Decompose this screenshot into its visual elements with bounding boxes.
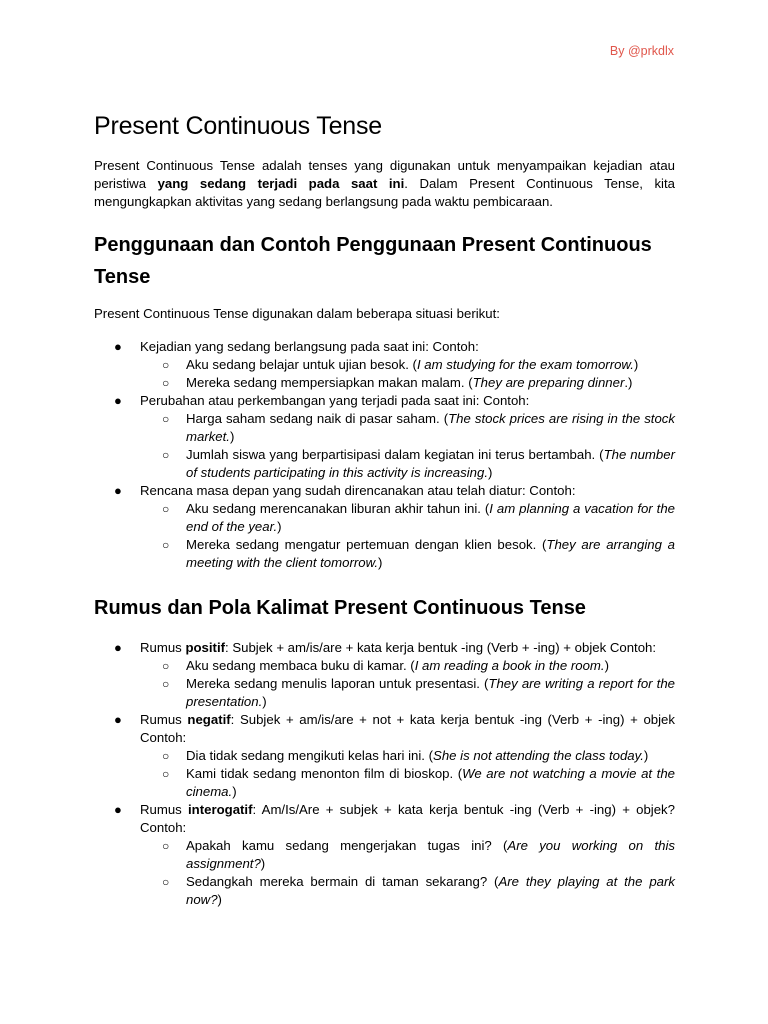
- formula-pattern: : Subjek + am/is/are + not + kata kerja bentuk -ing (Verb + -ing) + objek Contoh:: [140, 712, 675, 745]
- circle-bullet-icon: ○: [162, 412, 170, 426]
- example-id-text: Dia tidak sedang mengikuti kelas hari ini. (: [186, 748, 434, 763]
- example-id-text: Mereka sedang menulis laporan untuk presentasi. (: [186, 676, 489, 691]
- example-item: [140, 446, 675, 482]
- usage-list: [94, 338, 675, 572]
- example-en-text: We are not watching a movie at the cinema.: [186, 766, 675, 799]
- example-id-text: Mereka sedang mempersiapkan makan malam. (: [186, 375, 473, 390]
- example-item: [140, 747, 675, 765]
- example-en-text: They are writing a report for the presentation.: [186, 676, 675, 709]
- example-item: [140, 356, 675, 374]
- example-item: [140, 873, 675, 909]
- example-en-text: I am planning a vacation for the end of the year.: [186, 501, 675, 534]
- example-list: [140, 837, 675, 909]
- circle-bullet-icon: ○: [162, 376, 170, 390]
- example-item: [140, 500, 675, 536]
- example-en-text: I am studying for the exam tomorrow.: [416, 357, 634, 372]
- circle-bullet-icon: ○: [162, 839, 170, 853]
- example-en-text: Are you working on this assignment?: [186, 838, 675, 871]
- usage-lead: Present Continuous Tense digunakan dalam beberapa situasi berikut:: [94, 306, 500, 321]
- document-content: [94, 108, 675, 909]
- circle-bullet-icon: ○: [162, 677, 170, 691]
- example-end: .): [624, 375, 633, 390]
- example-id-text: Aku sedang membaca buku di kamar. (: [186, 658, 415, 673]
- bullet-icon: ●: [114, 640, 122, 655]
- formula-type: positif: [185, 640, 225, 655]
- example-end: ): [260, 856, 266, 871]
- example-en-text: I am reading a book in the room.: [414, 658, 605, 673]
- example-item: [140, 765, 675, 801]
- example-list: [140, 356, 675, 392]
- example-en-text: The stock prices are rising in the stock market.: [186, 411, 675, 444]
- example-en-text: They are arranging a meeting with the client tomorrow.: [186, 537, 675, 570]
- intro-bold-text: yang sedang terjadi pada saat ini: [157, 176, 405, 191]
- bullet-icon: ●: [114, 393, 122, 408]
- usage-item-text: Perubahan atau perkembangan yang terjadi pada saat ini: Contoh:: [140, 393, 530, 408]
- example-en-text: They are preparing dinner: [472, 375, 625, 390]
- usage-item: [94, 392, 675, 482]
- formula-list: [94, 639, 675, 909]
- example-en-text: She is not attending the class today.: [433, 748, 644, 763]
- example-item: [140, 837, 675, 873]
- formula-item: [94, 711, 675, 801]
- intro-text-2: . Dalam Present Continuous Tense, kita mengungkapkan aktivitas yang sedang berlangsung pada waktu pembicaraan.: [94, 176, 675, 209]
- formula-pattern: : Subjek + am/is/are + kata kerja bentuk -ing (Verb + -ing) + objek Contoh:: [225, 640, 657, 655]
- example-list: [140, 500, 675, 572]
- example-en-text: The number of students participating in this activity is increasing.: [186, 447, 675, 480]
- example-end: ): [378, 555, 383, 570]
- usage-item-text: Rencana masa depan yang sudah direncanakan atau telah diatur: Contoh:: [140, 483, 576, 498]
- example-list: [140, 747, 675, 801]
- formula-item: [94, 801, 675, 909]
- circle-bullet-icon: ○: [162, 358, 170, 372]
- example-item: [140, 374, 675, 392]
- example-end: ): [604, 658, 609, 673]
- example-end: ): [217, 892, 222, 907]
- example-en-text: Are they playing at the park now?: [186, 874, 675, 907]
- formula-text: [140, 801, 675, 837]
- example-item: [140, 536, 675, 572]
- circle-bullet-icon: ○: [162, 767, 170, 781]
- example-list: [140, 657, 675, 711]
- example-end: ): [229, 429, 235, 444]
- formula-item: [94, 639, 675, 711]
- bullet-icon: ●: [114, 339, 122, 354]
- bullet-icon: ●: [114, 712, 122, 727]
- circle-bullet-icon: ○: [162, 875, 170, 889]
- formula-type: interogatif: [188, 802, 253, 817]
- intro-paragraph: [94, 157, 675, 211]
- circle-bullet-icon: ○: [162, 502, 170, 516]
- usage-item: [94, 338, 675, 392]
- example-end: ): [262, 694, 267, 709]
- bullet-icon: ●: [114, 483, 122, 498]
- usage-item-text: Kejadian yang sedang berlangsung pada saat ini: Contoh:: [140, 339, 479, 354]
- bullet-icon: ●: [114, 802, 122, 817]
- formula-prefix: Rumus: [140, 802, 188, 817]
- author-byline: By @prkdlx: [609, 44, 674, 58]
- example-id-text: Aku sedang belajar untuk ujian besok. (: [186, 357, 417, 372]
- formula-text: [140, 711, 675, 747]
- circle-bullet-icon: ○: [162, 749, 170, 763]
- example-id-text: Apakah kamu sedang mengerjakan tugas ini? (: [186, 838, 508, 853]
- example-end: ): [488, 465, 493, 480]
- formula-heading: Rumus dan Pola Kalimat Present Continuous Tense: [94, 597, 586, 619]
- usage-heading: Penggunaan dan Contoh Penggunaan Present Continuous Tense: [94, 234, 652, 288]
- example-id-text: Aku sedang merencanakan liburan akhir tahun ini. (: [186, 501, 490, 516]
- usage-item: [94, 482, 675, 572]
- example-end: ): [232, 784, 237, 799]
- intro-text-1: Present Continuous Tense adalah tenses yang digunakan untuk menyampaikan kejadian atau peristiwa: [94, 158, 675, 191]
- example-item: [140, 657, 675, 675]
- circle-bullet-icon: ○: [162, 538, 170, 552]
- formula-text: [140, 639, 675, 657]
- page-title: Present Continuous Tense: [94, 112, 382, 140]
- example-id-text: Kami tidak sedang menonton film di bioskop. (: [186, 766, 463, 781]
- circle-bullet-icon: ○: [162, 659, 170, 673]
- example-id-text: Jumlah siswa yang berpartisipasi dalam kegiatan ini terus bertambah. (: [186, 447, 604, 462]
- formula-type: negatif: [187, 712, 231, 727]
- example-id-text: Sedangkah mereka bermain di taman sekarang? (: [186, 874, 499, 889]
- example-list: [140, 410, 675, 482]
- formula-prefix: Rumus: [140, 712, 188, 727]
- example-id-text: Harga saham sedang naik di pasar saham. (: [186, 411, 449, 426]
- example-id-text: Mereka sedang mengatur pertemuan dengan klien besok. (: [186, 537, 547, 552]
- example-end: ): [277, 519, 282, 534]
- example-end: ): [643, 748, 649, 763]
- example-end: ): [633, 357, 639, 372]
- formula-prefix: Rumus: [140, 640, 186, 655]
- formula-pattern: : Am/Is/Are + subjek + kata kerja bentuk -ing (Verb + -ing) + objek? Contoh:: [140, 802, 675, 835]
- example-item: [140, 410, 675, 446]
- circle-bullet-icon: ○: [162, 448, 170, 462]
- example-item: [140, 675, 675, 711]
